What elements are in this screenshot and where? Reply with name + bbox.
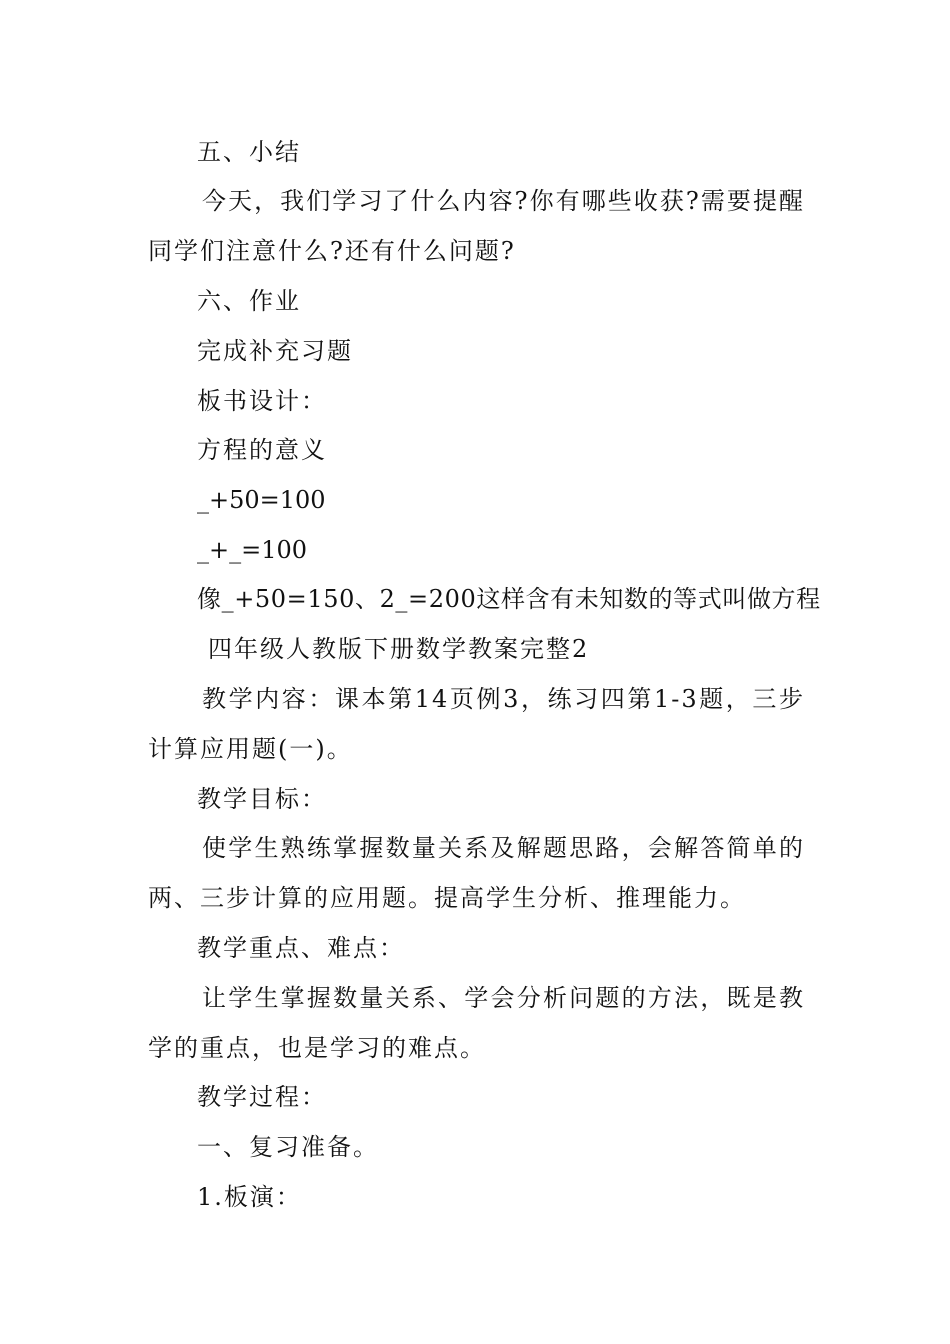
paragraph-line: 同学们注意什么?还有什么问题? [148, 237, 516, 265]
section-heading-homework: 六、作业 [197, 287, 301, 315]
paragraph-line: 使学生熟练掌握数量关系及解题思路，会解答简单的 [202, 834, 805, 862]
paragraph-line: 教学内容：课本第14页例3，练习四第1-3题，三步 [202, 685, 805, 713]
equation-line: _+_=100 [197, 536, 308, 564]
paragraph-line: 学的重点，也是学习的难点。 [148, 1034, 486, 1062]
section-heading-key-points: 教学重点、难点： [197, 934, 405, 962]
paragraph-line: 像_+50=150、2_=200这样含有未知数的等式叫做方程 [197, 585, 821, 613]
equation-line: _+50=100 [197, 486, 326, 514]
paragraph-line: 完成补充习题 [197, 337, 353, 365]
section-heading-process: 教学过程： [197, 1083, 327, 1111]
paragraph-line: 两、三步计算的应用题。提高学生分析、推理能力。 [148, 884, 746, 912]
section-heading-summary: 五、小结 [197, 138, 301, 166]
section-heading-review: 一、复习准备。 [197, 1133, 379, 1161]
paragraph-line: 今天，我们学习了什么内容?你有哪些收获?需要提醒 [202, 187, 805, 215]
paragraph-line: 让学生掌握数量关系、学会分析问题的方法，既是教 [202, 984, 805, 1012]
paragraph-line: 计算应用题(一)。 [148, 735, 353, 763]
paragraph-line: 方程的意义 [197, 436, 327, 464]
document-title: 四年级人教版下册数学教案完整2 [208, 635, 590, 663]
paragraph-line: 1.板演： [197, 1183, 302, 1211]
section-heading-objectives: 教学目标： [197, 785, 327, 813]
paragraph-line: 板书设计： [197, 387, 327, 415]
